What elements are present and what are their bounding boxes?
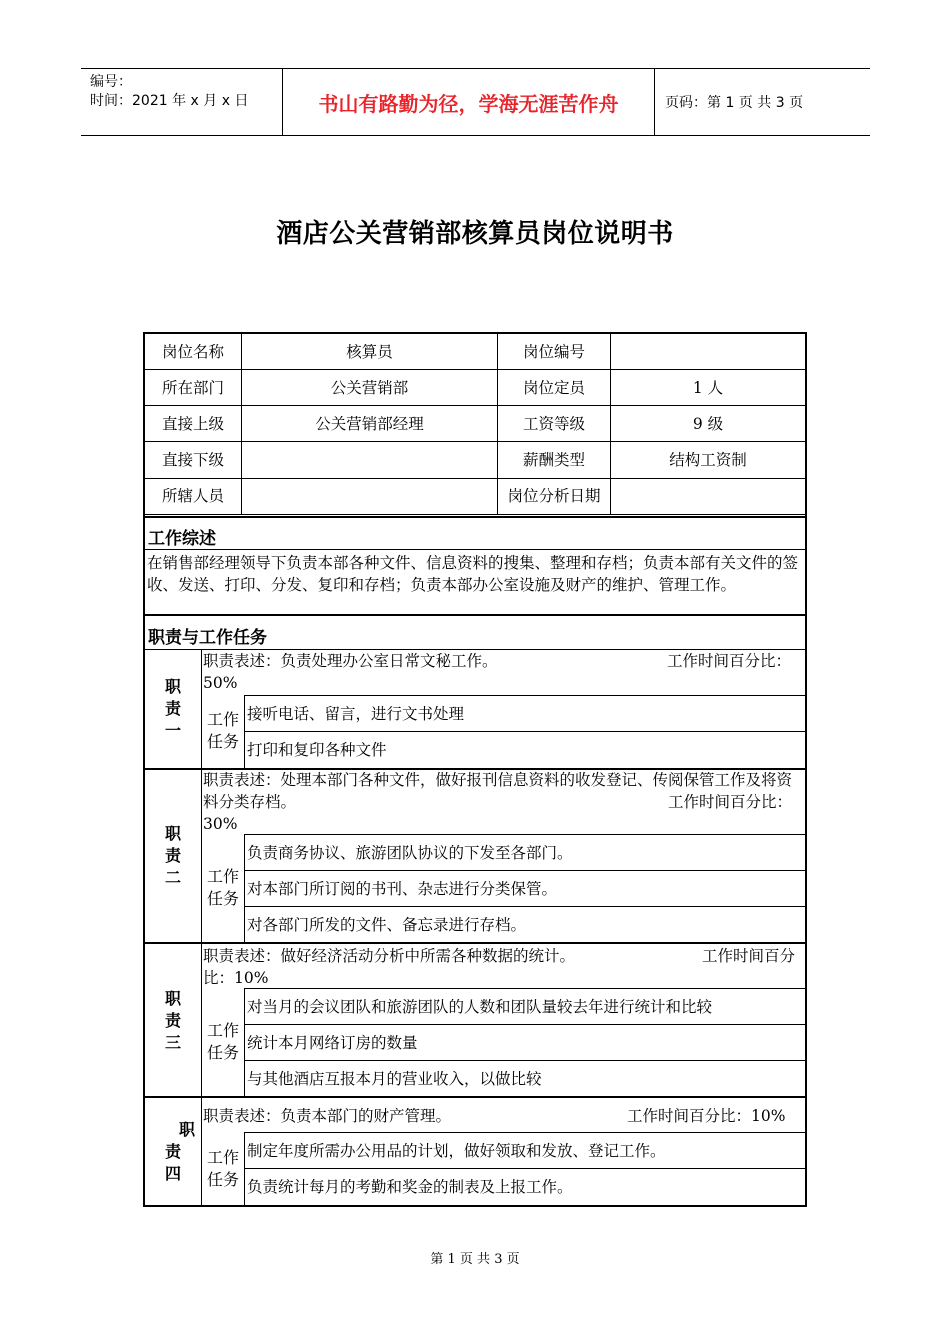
info-label: 岗位分析日期 <box>507 487 601 505</box>
task-item: 负责商务协议、旅游团队协议的下发至各部门。 <box>247 844 573 862</box>
info-label: 岗位名称 <box>161 343 224 361</box>
time-label: 工作时间百分比：10% <box>627 1107 786 1125</box>
duty-description: 职责表述：负责本部门的财产管理。 <box>203 1107 452 1125</box>
info-value: 核算员 <box>346 343 393 361</box>
task-item: 对各部门所发的文件、备忘录进行存档。 <box>247 916 527 934</box>
duty-label: 责 四 <box>164 1142 181 1183</box>
info-label: 岗位编号 <box>522 343 585 361</box>
time-percent: 30% <box>203 815 238 833</box>
page-header <box>81 68 870 136</box>
code-label: 编号： <box>90 74 132 90</box>
summary-heading: 工作综述 <box>148 529 216 549</box>
motto: 书山有路勤为径，学海无涯苦作舟 <box>282 69 655 135</box>
task-item: 统计本月网络订房的数量 <box>247 1034 418 1052</box>
time-label: 工作时间百分比： <box>668 793 793 811</box>
info-label: 薪酬类型 <box>522 451 585 469</box>
duties-heading: 职责与工作任务 <box>148 628 267 648</box>
info-label: 岗位定员 <box>522 379 585 397</box>
task-label: 工作 任务 <box>206 867 239 908</box>
info-label: 所辖人员 <box>161 487 224 505</box>
time-label: 工作时间百分 <box>702 947 796 965</box>
header-meta <box>81 69 282 135</box>
info-value: 公关营销部 <box>330 379 409 397</box>
duty-label: 职 责 二 <box>164 824 181 887</box>
task-item: 制定年度所需办公用品的计划，做好领取和发放、登记工作。 <box>247 1142 666 1160</box>
time-label: 时间：2021 年 x 月 x 日 <box>90 93 249 109</box>
job-description-table <box>143 332 807 1207</box>
page-footer: 第 1 页 共 3 页 <box>430 1252 520 1267</box>
duty-description: 职责表述：处理本部门各种文件，做好报刊信息资料的收发登记、传阅保管工作及将资料分类存档。 <box>203 771 793 811</box>
info-value: 结构工资制 <box>669 451 747 469</box>
task-item: 与其他酒店互报本月的营业收入，以做比较 <box>247 1070 542 1088</box>
time-label: 工作时间百分比： <box>667 652 792 670</box>
time-percent: 50% <box>203 674 238 692</box>
task-label: 工作 任务 <box>206 710 239 751</box>
time-percent: 10% <box>751 1107 786 1125</box>
task-item: 对当月的会议团队和旅游团队的人数和团队量较去年进行统计和比较 <box>247 998 713 1016</box>
duty-description: 职责表述：负责处理办公室日常文秘工作。 <box>203 652 498 670</box>
info-value: 9 级 <box>692 415 724 433</box>
info-label: 工资等级 <box>522 415 585 433</box>
summary-text: 在销售部经理领导下负责本部各种文件、信息资料的搜集、整理和存档；负责本部有关文件的签收、发送、打印、分发、复印和存档；负责本部办公室设施及财产的维护、管理工作。 <box>147 554 799 594</box>
task-item: 接听电话、留言，进行文书处理 <box>247 705 465 723</box>
task-item: 负责统计每月的考勤和奖金的制表及上报工作。 <box>247 1178 573 1196</box>
info-label: 直接下级 <box>161 451 224 469</box>
task-label: 工作 任务 <box>206 1021 239 1062</box>
task-item: 对本部门所订阅的书刊、杂志进行分类保管。 <box>247 880 558 898</box>
info-value: 公关营销部经理 <box>315 415 424 433</box>
page-info: 页码：第 1 页 共 3 页 <box>665 95 804 111</box>
task-item: 打印和复印各种文件 <box>247 741 387 759</box>
duty-description: 职责表述：做好经济活动分析中所需各种数据的统计。 <box>203 947 576 965</box>
document-title: 酒店公关营销部核算员岗位说明书 <box>276 219 674 249</box>
time-percent: 10% <box>234 969 269 987</box>
duty-label: 职 责 一 <box>164 677 181 740</box>
duty-label: 职 责 三 <box>164 989 181 1052</box>
duty-label-first: 职 <box>178 1120 195 1139</box>
info-label: 直接上级 <box>161 415 224 433</box>
info-label: 所在部门 <box>161 379 224 397</box>
time-label-cont: 比：10% <box>203 969 269 987</box>
info-value: 1 人 <box>692 379 724 397</box>
task-label: 工作 任务 <box>206 1148 239 1189</box>
